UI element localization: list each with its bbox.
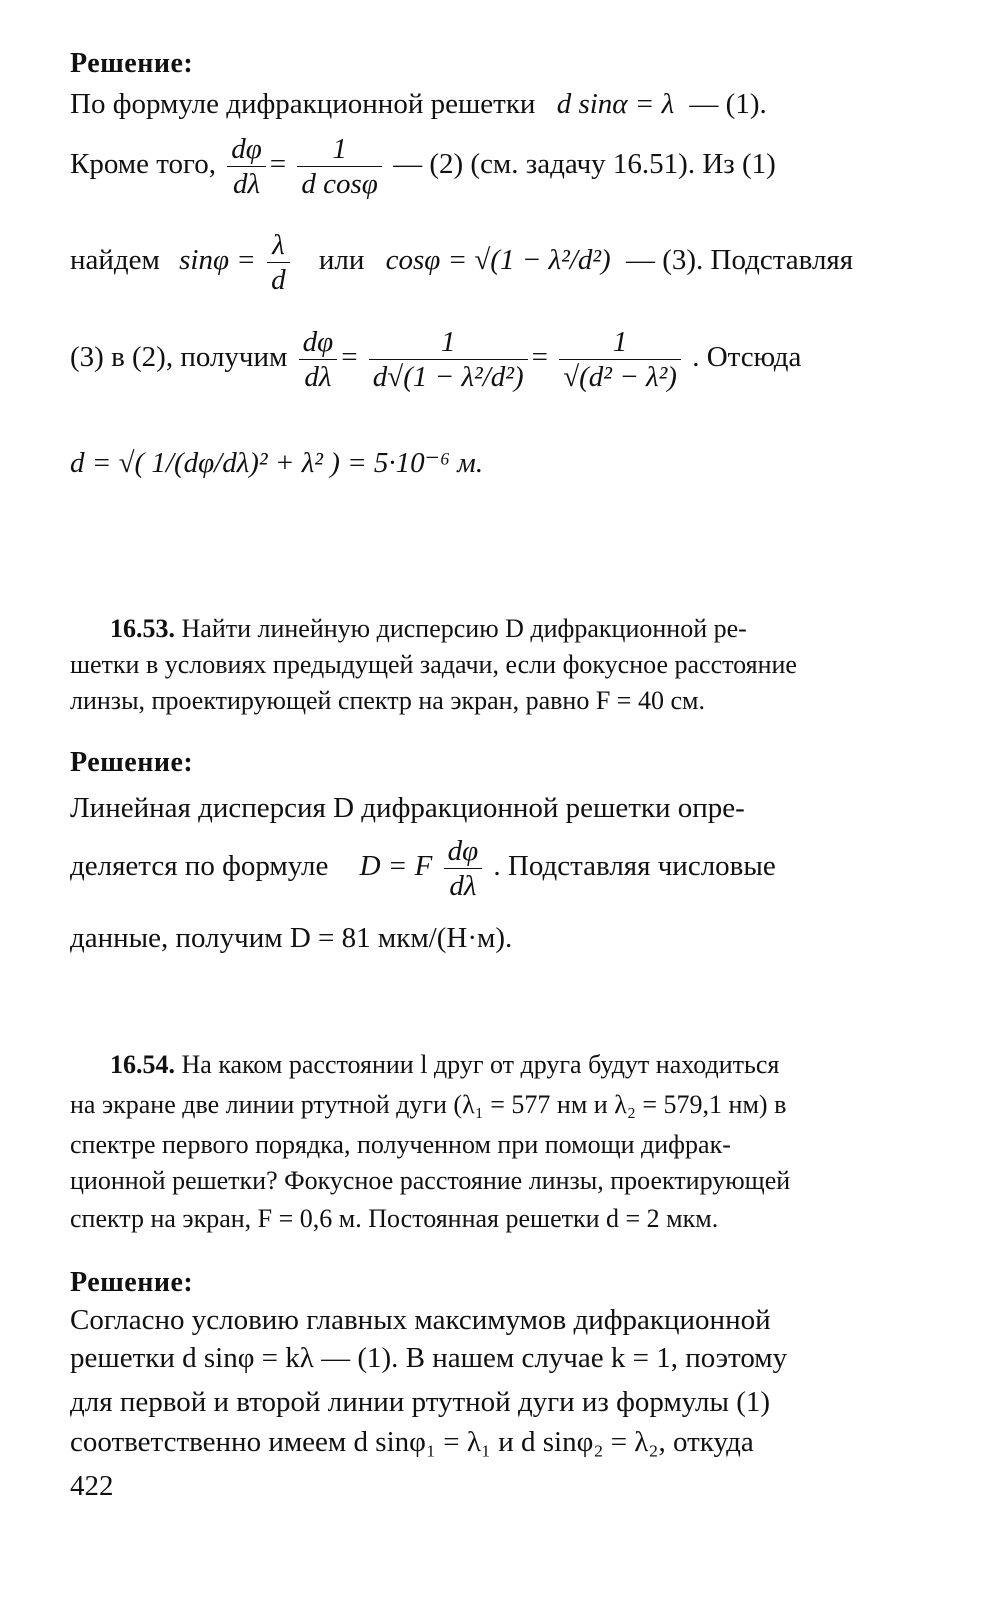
grating-formula: d sinα = λ xyxy=(556,88,675,120)
problem-16-54-line-4: ционной решетки? Фокусное расстояние линзы, проектирующей xyxy=(70,1166,791,1195)
solution-3-line-3: для первой и второй линии ртутной дуги из формулы (1) xyxy=(70,1386,771,1418)
solution-1-line-3: найдем sinφ = $\frac{\lambda}{d}$ или cosφ = √(1 − λ²/d²) — (3). Подставляя xyxy=(70,229,854,296)
solution-heading-1: Решение: xyxy=(70,48,194,79)
problem-16-53-line-2: шетки в условиях предыдущей задачи, если фокусное расстояние xyxy=(70,650,797,679)
solution-1-line-4: (3) в (2), получим $\frac{d\varphi}{d\lambda}$ = $\frac{1}{\text{d√(1 − λ²/d²)}}$ = $\frac{1}{\text{√(d² − λ²)}}$ . Отсюда xyxy=(70,326,802,393)
fraction-lambda-d: $\frac{\lambda}{d}$ xyxy=(267,228,290,297)
page-number: 422 xyxy=(70,1470,114,1502)
solution-1-line-1: По формуле дифракционной решетки d sinα = λ — (1). xyxy=(70,88,767,120)
problem-16-54-line-3: спектре первого порядка, полученном при помощи дифрак- xyxy=(70,1130,731,1159)
solution-2-line-2: деляется по формуле D = F $\frac{d\varphi}{d\lambda}$ . Подставляя числовые xyxy=(70,835,776,902)
solution-heading-2: Решение: xyxy=(70,747,194,778)
solution-3-line-4: соответственно имеем d sinφ₁ = λ₁ и d sinφ₂ = λ₂, откуда xyxy=(70,1426,754,1458)
problem-16-54-line-2: на экране две линии ртутной дуги (λ₁ = 577 нм и λ₂ = 579,1 нм) в xyxy=(70,1090,787,1119)
problem-16-53-line-1: 16.53. Найти линейную дисперсию D дифракционной ре- xyxy=(110,614,747,643)
solution-2-line-3: данные, получим D = 81 мкм/(Н·м). xyxy=(70,922,513,954)
solution-2-line-1: Линейная дисперсия D дифракционной решетки опре- xyxy=(70,792,745,824)
problem-16-54-line-1: 16.54. На каком расстоянии l друг от друга будут находиться xyxy=(110,1050,780,1079)
fraction-dphi-dlambda: $\frac{d\varphi}{d\lambda}$ xyxy=(227,132,266,201)
problem-number-16-53: 16.53. xyxy=(110,614,175,643)
problem-number-16-54: 16.54. xyxy=(110,1050,175,1079)
solution-3-line-2: решетки d sinφ = kλ — (1). В нашем случае k = 1, поэтому xyxy=(70,1342,788,1374)
fraction-derivation-1: $\frac{1}{\text{d√(1 − λ²/d²)}}$ xyxy=(369,325,528,394)
solution-1-line-2: Кроме того, $\frac{d\varphi}{d\lambda}$ = $\frac{1}{\text{d cosφ}}$ — (2) (см. задачу 16.51). Из (1) xyxy=(70,133,776,200)
solution-heading-3: Решение: xyxy=(70,1267,194,1298)
problem-16-54-line-5: спектр на экран, F = 0,6 м. Постоянная решетки d = 2 мкм. xyxy=(70,1204,719,1233)
fraction-dphi-dlambda-3: $\frac{d\varphi}{d\lambda}$ xyxy=(444,834,483,903)
fraction-dphi-dlambda-2: $\frac{d\varphi}{d\lambda}$ xyxy=(299,325,338,394)
problem-16-53-line-3: линзы, проектирующей спектр на экран, равно F = 40 см. xyxy=(70,686,705,715)
solution-1-result: d = √( 1/(dφ/dλ)² + λ² ) = 5·10⁻⁶ м. xyxy=(70,447,484,479)
solution-3-line-1: Согласно условию главных максимумов дифракционной xyxy=(70,1304,771,1336)
fraction-1-dcosphi: $\frac{1}{\text{d cosφ}}$ xyxy=(297,132,381,201)
fraction-derivation-2: $\frac{1}{\text{√(d² − λ²)}}$ xyxy=(559,325,681,394)
